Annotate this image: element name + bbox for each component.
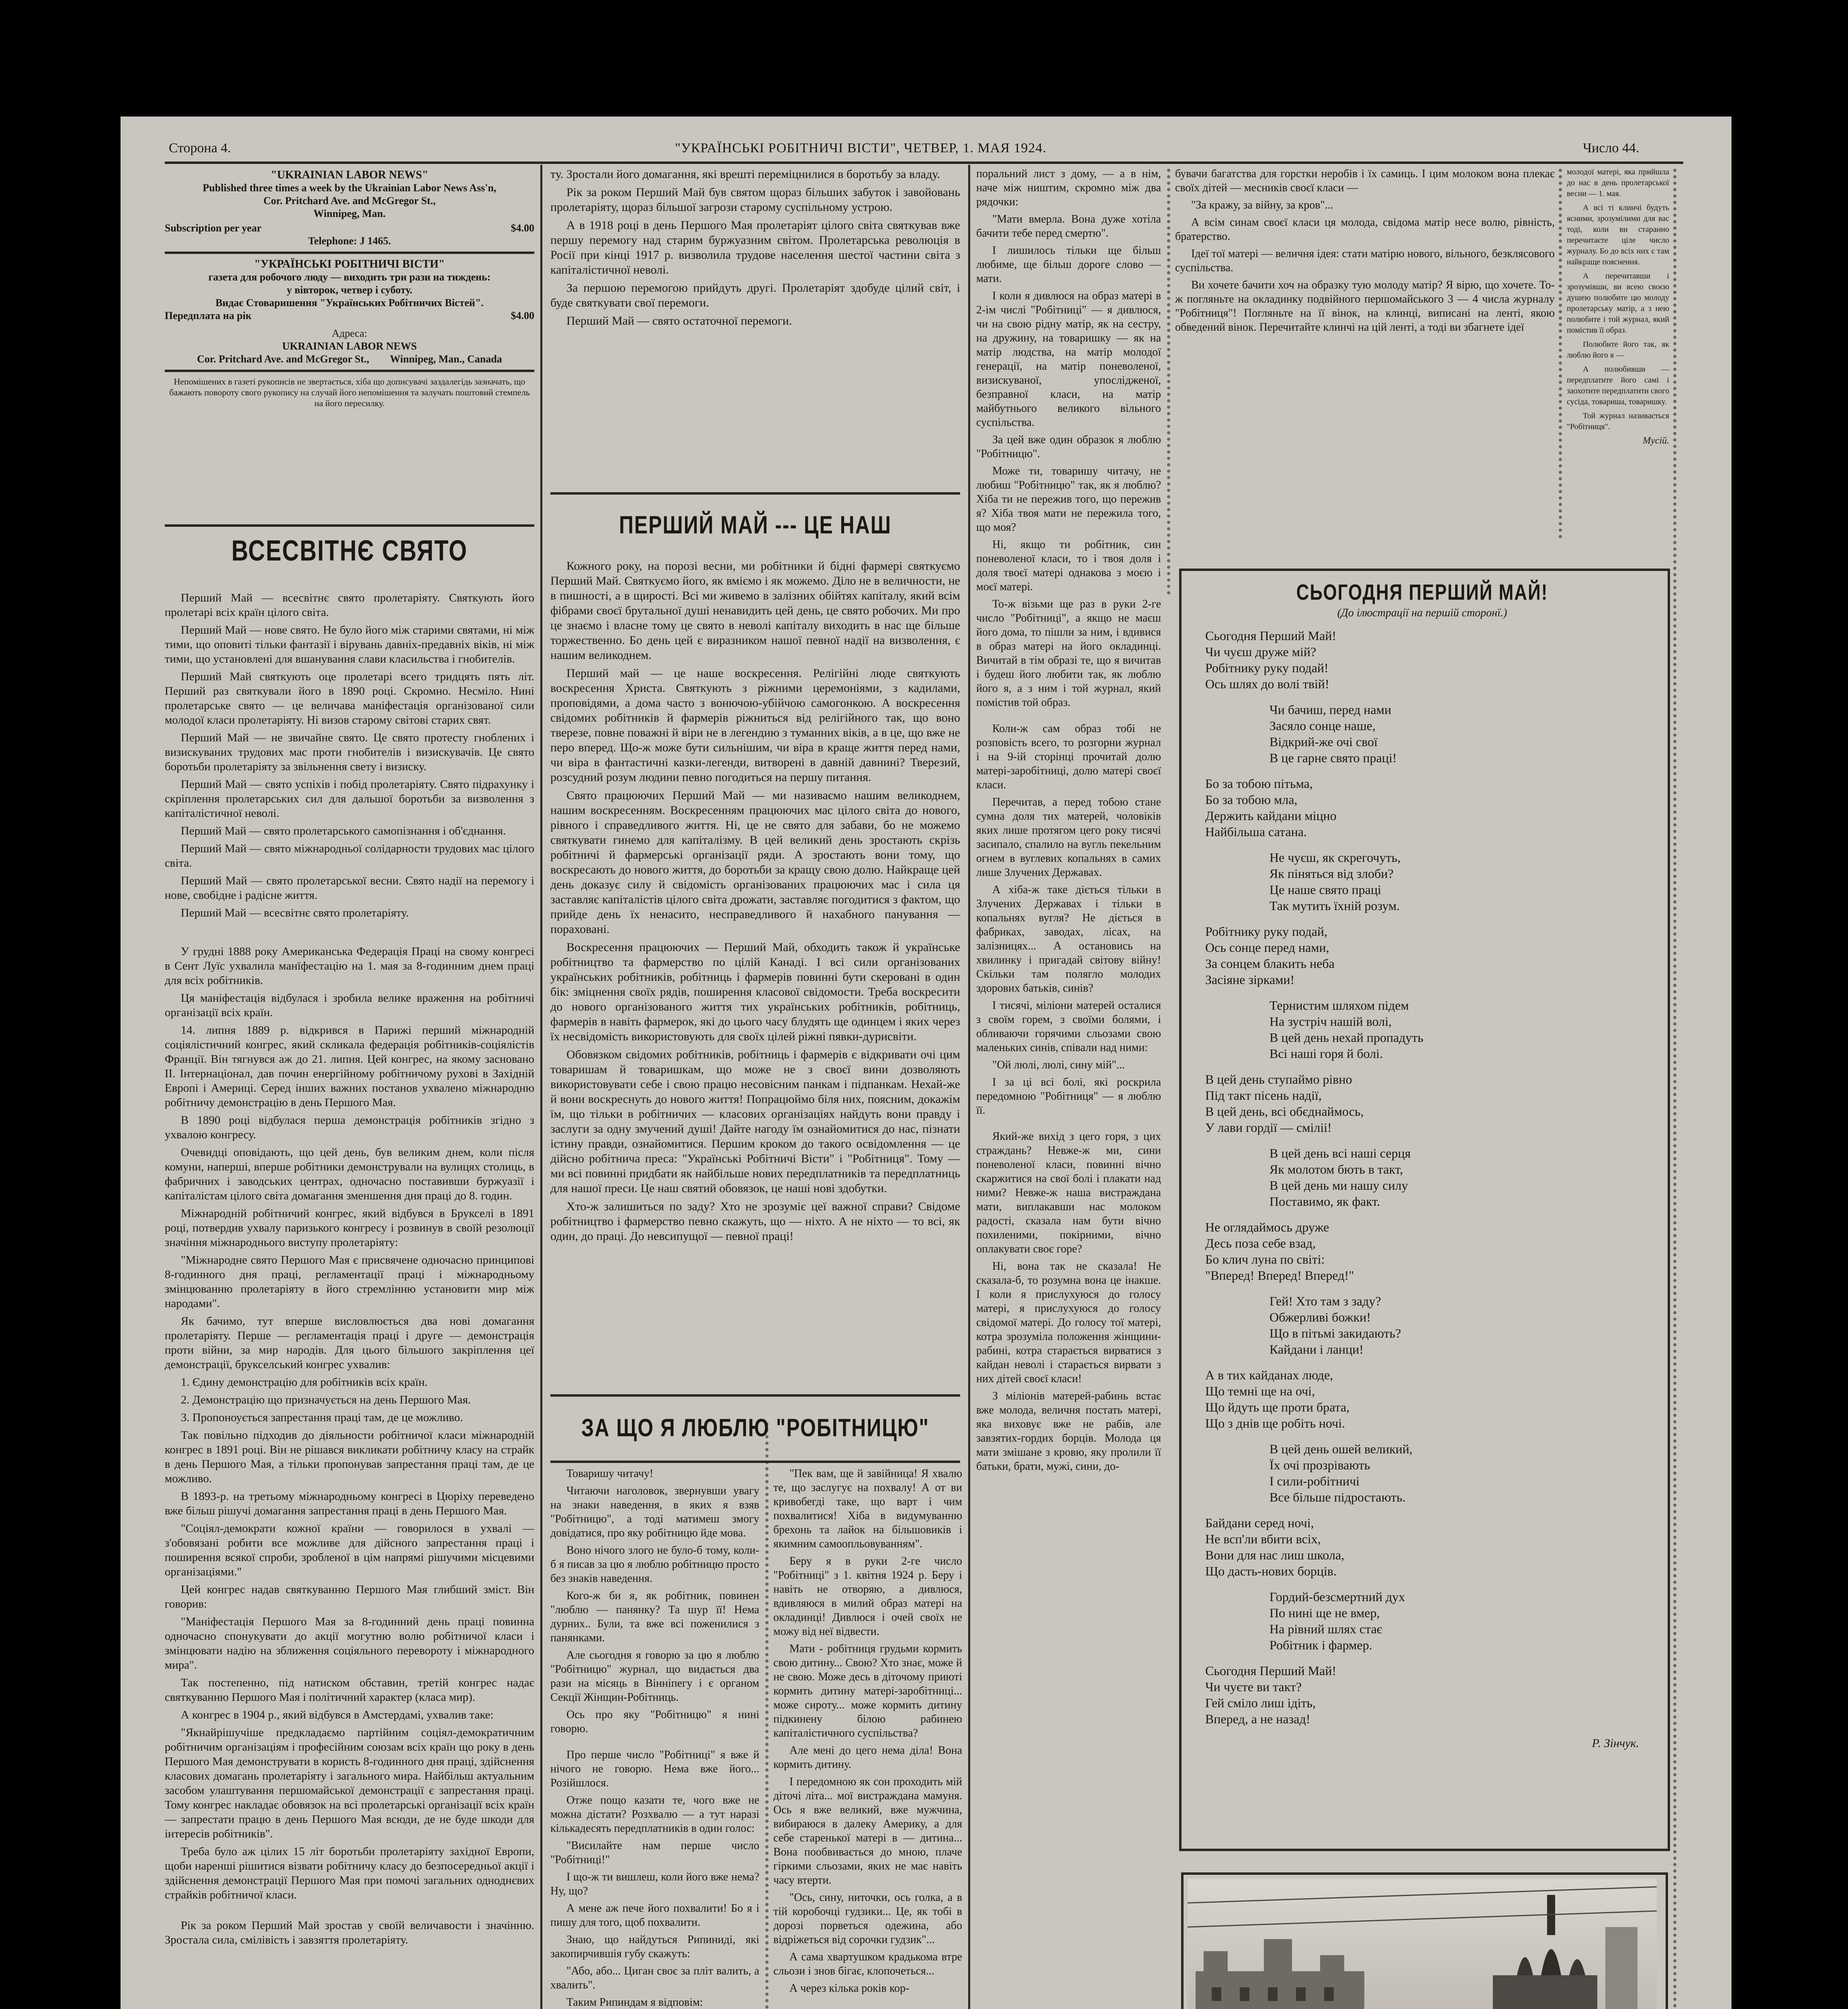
- poem-line: Вони для нас лиш школа,: [1205, 1548, 1345, 1562]
- paragraph: А всім синам своєї класи ця молода, свідома матір несе волю, рівність, братерство.: [1175, 216, 1555, 243]
- colophon-en-line: Cor. Pritchard Ave. and McGregor St.,: [263, 195, 436, 207]
- poem-line: За сонцем блакить неба: [1205, 956, 1335, 971]
- paragraph: Перший Май — свято міжнародньої солідарности трудових мас цілого світа.: [165, 842, 534, 869]
- poem-line: Чи чуєте ви такт?: [1205, 1680, 1302, 1694]
- poem-line: Байдани серед ночі,: [1205, 1516, 1314, 1530]
- paragraph: "Або, або... Циган своє за пліт валить, а хвалить".: [550, 1965, 759, 1991]
- colophon-ua-line: Видає Стоваришення "Українських Робітничих Вістей".: [215, 297, 484, 309]
- poem-stanza: [1189, 997, 1655, 1062]
- paragraph: "Ось, сину, ниточки, ось голка, а в тій коробочці гудзики... Це, як тобі в дорозі порветься одежина, або відріжеться від сорочки гудзик"...: [773, 1891, 962, 1946]
- poem-line: Обжерливі божки!: [1269, 1310, 1371, 1324]
- paragraph: Про перше число "Робітниці" я вже й нічого не говорю. Нема вже його... Розійшлося.: [550, 1749, 759, 1789]
- paragraph: Треба було аж цілих 15 літ боротьби пролетаріяту західної Европи, щоби наренші рішитися візвати робітничу класу до безпосередньої акції і здійснення демонстрації Першого Мая при помочі загальних одноднєвих страйків робітничої класи.: [165, 1845, 534, 1901]
- paragraph: За першою перемогою прийдуть другі. Пролетаріят здобуде цілий світ, і буде святкувати свої перемоги.: [550, 281, 960, 309]
- paragraph: Перечитав, а перед тобою стане сумна доля тих матерей, чоловіків яких лише протягом цего року тисячі засипало, спалило на вугль пекельним огнем в вуглевих копальнях в самих лише Злучених Державах.: [976, 796, 1161, 879]
- poem-line: Всі наші горя й болі.: [1269, 1046, 1383, 1061]
- paragraph: "Мати вмерла. Вона дуже хотіла бачити тебе перед смертю".: [976, 213, 1161, 239]
- poem-line: Найбільша сатана.: [1205, 824, 1307, 839]
- article-title: ЗА ЩО Я ЛЮБЛЮ "РОБІТНИЦЮ": [581, 1414, 930, 1442]
- poem-stanza: [1189, 1589, 1655, 1653]
- poem-line: Не всп'ли вбити всіх,: [1205, 1532, 1321, 1546]
- poem-line: В це гарне свято праці!: [1269, 751, 1397, 765]
- poem-line: Це наше свято праці: [1269, 882, 1381, 897]
- paragraph: Свято працюючих Перший Май — ми називаємо нашим великоднем, нашим воскресенням. Воскресенням працюючих мас цілого світа до нового, рівного і справедливого життя. Ні, це не свято для забави, бо не можемо святкувати гинемо для капіталізму. В цей великий день зростають скрізь робітничі й фармерські організації ряди. А зростають вони тому, що воскресають до нового життя, до боротьби за кращу свою долю. Найкраще цей день доказує силу й свідомість організованих працюючих мас і сила ця заставляє капіталістів цілого світа дрожати, заставляє погодитися з фактом, що прийде день їх ненасито, несправедливого й нахабного панування — пораховані.: [550, 789, 960, 936]
- paragraph: Ідеї тої матері — величня ідея: стати матірю нового, вільного, безклясового суспільства.: [1175, 248, 1555, 274]
- paragraph: Перший Май — всесвітнє свято пролетаріяту. Святкують його пролетарі всіх країн цілого світа.: [165, 591, 534, 619]
- poem-line: А в тих кайданах люде,: [1205, 1368, 1333, 1382]
- poem-stanza: [1189, 1071, 1655, 1135]
- paragraph: Ось про яку "Робітницю" я нині говорю.: [550, 1708, 759, 1735]
- poem-line: У лави гордії — сміліі!: [1205, 1120, 1332, 1135]
- masthead-rule: [165, 162, 1683, 164]
- paragraph: Рік за роком Перший Май був святом щораз більших забуток і завойовань пролетаріяту, щораз більшої загрози старому суспільному устрою.: [550, 186, 960, 214]
- poem-line: "Вперед! Вперед! Вперед!": [1205, 1268, 1354, 1283]
- paragraph: У грудні 1888 року Американська Федерація Праці на свому конгресі в Сент Луїс ухвалила манїфестацію на 1. мая за 8-годинним днем праці для всіх робітників.: [165, 945, 534, 987]
- poem-line: Що темні ще на очі,: [1205, 1384, 1315, 1398]
- newspaper-page: [121, 117, 1731, 2009]
- poem-stanza: [1189, 1293, 1655, 1357]
- issue-number: Число 44.: [1583, 141, 1639, 155]
- poem-line: Гордий-безсмертний дух: [1269, 1590, 1405, 1604]
- paragraph: І за ці всі болі, які роскрила передомною "Робітниця" — я люблю її.: [976, 1076, 1161, 1117]
- poem-line: Вперед, а не назад!: [1205, 1712, 1310, 1726]
- poem-line: Ось сонце перед нами,: [1205, 940, 1329, 955]
- column-divider: [968, 165, 970, 2009]
- poem-stanzas: [1189, 628, 1655, 1727]
- paragraph: Перший май — це наше воскресення. Релігійні люде святкують воскресення Христа. Святкують з ріжними церемоніями, з кадилами, проповідями, а дома часто з вонючою-убійчою самогонкою. А воскресення свідомих робітників й фармерів ріжниться від релігійного так, що воно тверезе, повне поважні й віри не в легендию з туманних віків, а в це, що вже не перо вперед. Що-ж може бути сильнішим, чи віра в краще життя перед нами, чи віра в фантастичні казки-легенди, витворені в давній давнині? Тверезий, розсудний розум людини певно погодиться на першу питання.: [550, 667, 960, 784]
- paragraph: Міжнародній робітничий конгрес, який відбувся в Брукселі в 1891 році, потвердив ухвалу паризького конгресу і розвинув в своїй резолюції значіння міжнароднього виступу пролетаріяту:: [165, 1207, 534, 1249]
- article-body: [1175, 167, 1555, 585]
- paragraph: Коли-ж сам образ тобі не розповість всего, то розгорни журнал і на 9-ій сторінці прочитай долю матері-заробітниці, долю матері своєї класи.: [976, 722, 1161, 791]
- poem-stanza: [1189, 923, 1655, 988]
- paragraph: Перший Май — свято остаточної перемоги.: [566, 314, 792, 327]
- paragraph: Мати - робітниця грудьми кормить свою дитину... Свою? Хто знає, може й не свою. Може десь в діточому приюті кормить дитину матері-заробітниці... може сироту... може кормить дитину підкинену білою рабинею капіталістичного суспільства?: [773, 1643, 962, 1739]
- paragraph: "Висилайте нам перше число "Робітниці!": [550, 1839, 759, 1866]
- poem-line: Гей! Хто там з заду?: [1269, 1294, 1381, 1308]
- poem-line: Так мутить їхній розум.: [1269, 898, 1400, 913]
- paragraph: А через кілька років кор-: [789, 1982, 910, 1995]
- paragraph: Але сьогодня я говорю за цю я люблю "Робітницю" журнал, що видається два рази на місяць в Вінніпегу і є органом Секції Жінщин-Робітниць.: [550, 1649, 759, 1704]
- poem-line: Не оглядаймось друже: [1205, 1220, 1329, 1234]
- poem-line: Тернистим шляхом підем: [1269, 998, 1409, 1013]
- page-label: Сторона 4.: [169, 141, 231, 155]
- colophon-en-line: Winnipeg, Man.: [313, 208, 386, 219]
- paragraph: А сама хвартушком крадькома втре сльози і знов бігає, клопочеться...: [773, 1951, 962, 1977]
- paragraph: Обовязком свідомих робітників, робітниць і фармерів є відкривати очі цим товаришам й товаришкам, що може не з своєї вини дозволяють використовувати себе і свою працю несовісним панкам і підпанкам. Нехай-же й вони воскреснуть до нового життя! Попрацюймо біля них, поясним, докажім їм, що тільки в робітничих — класових організаціях найдуть вони правду і заслуги за одну змучений душі! Дайте нагоду їм ознайомитися до нас, пізнати істину правди, ознайомитися. Першим кроком до такого освідомлення — це дійсно робітнича преса: "Українські Робітничі Вісти" і "Робітниця". Тому — ми всі повинні придбати як найбільше нових передплатників та передплатниць для нашої преси. Це наш святий обовязок, це наші нові здобутки.: [550, 1048, 960, 1195]
- paragraph: "Якнайрішучіше предкладаємо партійним соціял-демократичним робітничим організаціям і професійним союзам всіх країн що року в день Першого Мая демонструвати в користь 8-годинного дня праці, здійснення класових домагань пролетаріяту і загального мира. Найбільш актуальним засобом улаштування першомайської демонстрації є запрестання праці. Тому конгрес накладає обовязок на всі пролетарські організації всіх країн — запрестати працю в день Першого Мая всюди, де не буде шкоди для інтересів робітників".: [165, 1726, 534, 1840]
- subscription-row: [165, 222, 534, 235]
- poem-line: Засяло сонце наше,: [1269, 718, 1376, 733]
- paragraph: А хіба-ж таке діється тільки в Злучених Державах і тільки в копальнях вугля? Не діється в фабриках, заводах, лісах, на залізницях... А остановись на хвилинку і пригадай світову війну! Скільки там полягло молодих здорових батьків, синів?: [976, 884, 1161, 994]
- article-title-box: [550, 1408, 960, 1453]
- telephone: Telephone: J 1465.: [308, 235, 391, 247]
- poem-stanza: [1189, 1219, 1655, 1283]
- paragraph: Перший Май святкують оце пролетарі всего тридцять пять літ. Перший раз святкували його в 1890 році. Скромно. Несміло. Нині пролетарське свято — це величава маніфестація організованої сили молодої класи пролетаріяту. Ні визов старому світові старих свят.: [165, 670, 534, 726]
- ua-subscription-price: $4.00: [511, 310, 534, 321]
- column-divider: [1673, 169, 1676, 2009]
- poem-line: Чи бачиш, перед нами: [1269, 702, 1392, 717]
- poem-line: Їх очі прозрівають: [1269, 1458, 1370, 1472]
- paragraph: А конгрес в 1904 р., який відбувся в Амстердамі, ухвалив таке:: [181, 1708, 494, 1721]
- poem-line: Сьогодня Перший Май!: [1205, 1663, 1337, 1678]
- poem-stanza: [1189, 1663, 1655, 1727]
- paragraph: І що-ж ти вишлеш, коли його вже нема? Ну, що?: [550, 1871, 759, 1897]
- poem-line: Ось шлях до волі твій!: [1205, 677, 1329, 691]
- colophon-ua-line: газета для робочого люду — виходить три рази на тиждень:: [208, 271, 491, 283]
- article-body: [976, 167, 1161, 2009]
- poem-stanza: [1189, 849, 1655, 914]
- poem-line: По нині ще не вмер,: [1269, 1606, 1380, 1620]
- paragraph: Кожного року, на порозі весни, ми робітники й бідні фармері святкуємо Перший Май. Святкуємо його, як вміємо і як можемо. Діло не в величности, не в пишності, а в щирості. Всі ми живемо в залізних обійтях капіталу, який всім фібрами своєї брутальної душі ненавидить цей день, це свято робочих. Ми про це знаємо і власне тому це свято в неволі капіталу виходить в нас ще більше торжественно. Бо день цей є виразником нашої певної надії на визволення, є нашим великоднем.: [550, 559, 960, 662]
- poem-line: Не чуєш, як скрегочуть,: [1269, 850, 1401, 865]
- article-continuation: [550, 167, 960, 496]
- poem-stanza: [1189, 628, 1655, 692]
- poem-line: В цей день нехай пропадуть: [1269, 1030, 1424, 1045]
- poem-line: Робітник і фармер.: [1269, 1638, 1372, 1652]
- poem-subtitle: (До ілюстрації на першій сторонї.): [1337, 607, 1507, 619]
- poem-line: На рівний шлях стає: [1269, 1622, 1382, 1636]
- article-title: ВСЕСВІТНЄ СВЯТО: [231, 536, 468, 567]
- poem-line: В цей день всі наші серця: [1269, 1146, 1411, 1160]
- paragraph: А перечитавши і зрозумівши, ви всею своєю душею полюбите цю молоду пролетарську матір, а з нею полюбите і той журнал, який помістив її образ.: [1567, 272, 1669, 335]
- paragraph: молодої матері, яка прийшла до нас в день пролетарської весни — 1. мая.: [1567, 168, 1669, 198]
- poem-stanza: [1189, 1515, 1655, 1579]
- paragraph: А мене аж пече його похвалити! Бо я і пишу для того, щоб похвалити.: [550, 1902, 759, 1929]
- poem-line: Все більше підростають.: [1269, 1490, 1406, 1504]
- poem-line: Відкрий-же очі свої: [1269, 734, 1378, 749]
- poem-line: В цей день ми нашу силу: [1269, 1178, 1408, 1193]
- paragraph: Беру я в руки 2-ге число "Робітниці" з 1. квітня 1924 р. Беру і навіть не отворяю, а дивлюся, вдивляюся в милий образ матері на окладинці! Дивлюся і очей своїх не можу від неї відвести.: [773, 1555, 962, 1638]
- address-name: UKRAINIAN LABOR NEWS: [282, 340, 417, 352]
- poem-line: І сили-робітничі: [1269, 1474, 1360, 1488]
- poem-line: Сьогодня Перший Май!: [1205, 628, 1337, 643]
- poem-line: Держить кайдани міцно: [1205, 808, 1337, 823]
- paragraph: В 1890 році відбулася перша демонстрація робітників згідно з ухвалою конгресу.: [165, 1114, 534, 1141]
- poem-line: Чи чуєш друже мій?: [1205, 644, 1316, 659]
- address-label: Адреса:: [332, 327, 367, 339]
- paragraph: Перший Май — свято пролетарського самопізнання і об'єднання.: [181, 824, 506, 837]
- colophon-notice: Непомішених в газеті рукописів не звертається, хіба що дописувачі заздалегідь зазначать, що бажають повороту свого рукопису на случай його непомішення та залучать поштовий стемпель на його пересилку.: [169, 376, 530, 408]
- paragraph: Перший Май — свято пролетарської весни. Свято надії на перемогу і нове, свобідне і радісне життя.: [165, 874, 534, 902]
- paragraph: "Міжнародне свято Першого Мая є присвячене одночасно принципові 8-годинного дня праці, регламентації праці і міжнародньому змінцюванню пролетаріяту в його стремлінню установити мир між народами".: [165, 1254, 534, 1310]
- paragraph: Отже пощо казати те, чого вже не можна дістати? Розхвалю — а тут наразі кількадесять передплатників в один голос:: [550, 1794, 759, 1835]
- poem-line: Бо клич луна по світі:: [1205, 1252, 1325, 1266]
- paragraph: Так повільно підходив до діяльности робітничої класи міжнародній конгрес в 1891 році. Він не рішався викликати робітничу класу на страйк в день Першого Мая, а тільки пропонував запрестання праці там, де це можливо.: [165, 1429, 534, 1485]
- article-body: [165, 591, 534, 2009]
- paragraph: Хто-ж залишиться по заду? Хто не зрозуміє цеї важної справи? Свідоме робітництво і фармерство певно скажуть, що — ніхто. А не ніхто — то всі, як один, до праці. До невсипущої — певної праці!: [550, 1200, 960, 1243]
- poem-stanza: [1189, 702, 1655, 766]
- poem-line: Бо за тобою мла,: [1205, 792, 1298, 807]
- paragraph: Так постепенно, під натиском обставин, третій конгрес надає святкуванню Першого Мая і політичний характер (класа мир).: [165, 1676, 534, 1704]
- poem-line: Під такт пісень надії,: [1205, 1088, 1322, 1103]
- paragraph: За цей вже один образок я люблю "Робітницю".: [976, 434, 1161, 460]
- poem-line: Робітнику руку подай,: [1205, 924, 1327, 939]
- article-signature: Мусій.: [1643, 436, 1669, 446]
- address-line: Cor. Pritchard Ave. and McGregor St., Winnipeg, Man., Canada: [197, 353, 502, 365]
- paragraph: То-ж візьми ще раз в руки 2-ге число "Робітниці", а якщо не маєш його дома, то пішли за ним, і вдивися в образ матері на його окладинці. Вичитай в тім образі те, що я вичитав і будеш його любити так, як люблю його я, а з ним і той журнал, який помістив той образ.: [976, 598, 1161, 709]
- paragraph: "Пек вам, ще й завійница! Я хвалю те, що заслугує на похвалу! А от ви кривобегді таке, що варт і чим похвалитися! Хіба в видумуванню брехонь та лайок на більшовиків і якимним самоопльовуванням".: [773, 1467, 962, 1550]
- paragraph: 2. Демонстрацію що призначується на день Першого Мая.: [181, 1393, 471, 1406]
- colophon-bottom-rule: [165, 524, 534, 527]
- paragraph: Знаю, що найдуться Рипиниді, які закопирчившія губу скажуть:: [550, 1933, 759, 1960]
- poem-line: В цей день ступаймо рівно: [1205, 1072, 1352, 1086]
- poem-line: Поставимо, як факт.: [1269, 1194, 1380, 1209]
- article-body: [773, 1467, 962, 2009]
- photo-illustration: [1188, 1879, 1657, 2009]
- article-title: ПЕРШИЙ МАЙ --- ЦЕ НАШ: [619, 511, 892, 539]
- poem-line: В цей день ошей великий,: [1269, 1442, 1413, 1456]
- paragraph: бувачи багатства для горстки неробів і їх самиць. І цим молоком вона плекає своїх дітей — месників своєї класи —: [1175, 168, 1555, 194]
- poem-line: Як піняться від злоби?: [1269, 866, 1394, 881]
- poem-line: На зустріч нашій волі,: [1269, 1014, 1392, 1029]
- colophon-rule: [165, 252, 534, 254]
- ua-subscription-label: Передплата на рік: [165, 310, 252, 321]
- paragraph: Але мені до цего нема діла! Вона кормить дитину.: [773, 1744, 962, 1771]
- poem-signature: Р. Зінчук.: [1592, 1737, 1639, 1750]
- poem-line: Як молотом бють в такт,: [1269, 1162, 1403, 1176]
- poem: [1189, 579, 1655, 1836]
- paragraph: "Ой люлі, люлі, сину мій"...: [992, 1059, 1125, 1071]
- poem-line: Що йдуть ще проти брата,: [1205, 1400, 1350, 1414]
- article-title-box: [165, 536, 534, 581]
- paragraph: Який-же вихід з цего горя, з цих страждань? Невже-ж ми, сини поневоленої класи, повинні вічно скаржитися на свої болі і плакати над ними? Невже-ж наша вистраждана мати, виплакавши нас молоком радості, сказала нам бути вічно похиленими, покірними, вічно оплакувати своє горе?: [976, 1130, 1161, 1255]
- poem-stanza: [1189, 1367, 1655, 1431]
- paragraph: Кого-ж би я, як робітник, повинен "люблю — панянку? Та шур її! Нема дурних.. Були, та вже всі поженилися з панянками.: [550, 1590, 759, 1644]
- poem-stanza: [1189, 775, 1655, 840]
- paragraph: Ні, вона так не сказала! Не сказала-б, то розумна вона це інакше. І коли я прислухуюся до голосу матері, я прислухуюся до голосу свідомої матері. До голосу тої матері, котра зрозуміла положення жінщини-рабині, котра старається вирватися з кайдан неволі і старається вирвати з них дітей своєї класи!: [976, 1260, 1161, 1385]
- demonstration-photo: [1188, 1879, 1657, 2009]
- paragraph: Може ти, товаришу читачу, не любиш "Робітницю" так, як я люблю? Хіба ти не пережив того, що пережив я? Хіба твоя мати не пережила того, що моя?: [976, 465, 1161, 534]
- paragraph: 1. Єдину демонстрацію для робітників всіх країн.: [181, 1376, 428, 1389]
- paragraph: Ні, якщо ти робітник, син поневоленої класи, то і твоя доля і доля твоєї матері однакова з моєю і моєї матері.: [976, 538, 1161, 593]
- paragraph: Читаючи наголовок, звернувши увагу на знаки наведення, в яких я взяв "Робітницю", а тоді матимеш змогу довідатися, про яку робітницю йде мова.: [550, 1485, 759, 1539]
- paragraph: Той журнал називається "Робітниця".: [1567, 411, 1669, 431]
- paragraph: Таким Рипиндам я відповім:: [566, 1996, 703, 2009]
- column-divider: [540, 165, 542, 2009]
- column-divider: [765, 1422, 769, 2009]
- paragraph: Перший Май — не звичайне свято. Це свято протесту гноблених і визискуваних трудових мас проти гнобителів і визискувачів. Це свято боротьби пролетаріяту за звільнення свету і визиску.: [165, 731, 534, 773]
- masthead: [121, 117, 1731, 165]
- column-divider: [1167, 169, 1170, 595]
- paragraph: "Маніфестація Першого Мая за 8-годинний день праці повинна одночасно спонукувати до акції могутню волю робітничої класи і змінцювати надію на зближення соціяльного перевороту і міжнародного мира".: [165, 1615, 534, 1671]
- article-body: [550, 1467, 759, 2009]
- paragraph: Товаришу читачу!: [566, 1467, 654, 1480]
- paragraph: Рік за роком Перший Май зростав у своїй величавости і значінню. Зростала сила, смілівість і завзяття пролетаріяту.: [165, 1919, 534, 1946]
- poem-line: Засіяне зірками!: [1205, 972, 1295, 987]
- poem-line: В цей день, всі обєднаймось,: [1205, 1104, 1364, 1119]
- poem-title: СЬОГОДНЯ ПЕРШИЙ МАЙ!: [1296, 580, 1548, 605]
- poem-line: Робітнику руку подай!: [1205, 661, 1329, 675]
- paragraph: Перший Май — всесвітнє свято пролетаріяту.: [181, 906, 409, 919]
- poem-line: Десь поза себе взад,: [1205, 1236, 1316, 1250]
- paragraph: 14. липня 1889 р. відкрився в Парижі перший міжнародній соціялістичний конгрес, який скликала федерація робітників-соціялістів Франції. Він тягнувся аж до 21. липня. Цей конгрес, на якому засновано II. Інтернаціонал, дав почин енергійному робітничому рухові в Західній Европі і Америці. Серед інших важних постанов ухвалено міжнародню робітничу демонстрацію в день Першого Мая.: [165, 1024, 534, 1109]
- poem-line: Бо за тобою пітьма,: [1205, 776, 1313, 791]
- paragraph: 3. Пропоноується запрестання праці там, де це можливо.: [181, 1411, 463, 1424]
- article-title-box: [550, 510, 960, 554]
- poem-stanza: [1189, 1441, 1655, 1505]
- colophon-ua-line: у вівторок, четвер і суботу.: [286, 284, 413, 296]
- colophon-en-line: Published three times a week by the Ukrainian Labor News Ass'n,: [202, 182, 497, 194]
- paragraph: В 1893-р. на третьому міжнародньому конгресі в Цюріху переведено вже більш рішучі домагання запрестання праці в день Першого Мая.: [165, 1490, 534, 1517]
- paragraph: Очевидці оповідають, що цей день, був великим днем, коли після комуни, наперші, вперше робітники демонстрували на вулицях столиць, в фабричних і заводських центрах, одночасно поставивши буржуазії і капіталістам цілого світа домагання зменшення дня праці до 8. годин.: [165, 1146, 534, 1202]
- paragraph: А полюбивши — передплатите його самі і заохотите передплатити свого сусіда, товариша, товаришку.: [1567, 365, 1669, 406]
- paragraph: Воскресення працюючих — Перший Май, обходить також й українське робітництво та фармерство по цілій Канаді. І всі сили організованих українських робітників, робітниць і фармерів повинні бути скеровані в один бік: зміцнення своїх рядів, поширення класової свідомости. Треба воскресити до нового організованого життя тих українських робітників, робітниць, фармерів в навіть фармерок, які до цього часу блудять ще одинцем і яких через їх несвідомість використовують для своїх цілей ріжні пявки-дурисвіти.: [550, 941, 960, 1043]
- paragraph: З міліонів матерей-рабинь встає вже молода, величня постать матері, яка виховує вже не рабів, але завзятих-гордих борців. Молода ця мати змішане з кровю, яку пролили її батьки, брати, мужі, сини, до-: [976, 1390, 1161, 1473]
- paragraph: "Соціял-демократи кожної країни — говорилося в ухвалі — з'обовязані робити все можливе для дійсного запрестання праці і поширення всякої спроби, зробленої в цім напрямі рішучими місцевими організаціями.": [165, 1522, 534, 1578]
- paragraph: "За кражу, за війну, за кров"...: [1191, 199, 1333, 211]
- colophon: [165, 169, 534, 409]
- paper-title: "УКРАЇНСЬКІ РОБІТНИЧІ ВІСТИ", ЧЕТВЕР, 1. МАЯ 1924.: [675, 141, 1047, 155]
- article-body: [1567, 167, 1669, 585]
- paragraph: Перший Май — свято успіхів і побід пролетаріяту. Свято підрахунку і скріплення пролетарських сил для дальшої боротьби за визволення з капіталістичної неволі.: [165, 778, 534, 820]
- poem-line: Гей сміло лиш ідіть,: [1205, 1696, 1316, 1710]
- subscription-label: Subscription per year: [165, 222, 262, 234]
- section-rule: [550, 1394, 960, 1397]
- paragraph: І передомною як сон проходить мій діточі літа... мої вистраждана мамуня. Ось я вже великий, вже мужчина, вибираюся в далеку Америку, а для себе старенької матері в — дитина... Вона пообвивається до мною, плаче гіркими сльозами, яких не має навіть часу втерти.: [773, 1776, 962, 1886]
- poem-line: Кайдани і ланци!: [1269, 1342, 1364, 1356]
- poem-line: Що дасть-нових борців.: [1205, 1564, 1337, 1578]
- paragraph: ту. Зростали його домагання, які врешті переміцнилися в боротьбу за владу.: [550, 168, 940, 181]
- poem-line: Що в пітьмі закидають?: [1269, 1326, 1401, 1340]
- paragraph: І коли я дивлюся на образ матері в 2-ім числі "Робітниці" — я дивлюся, чи на свою рідну матір, як на сестру, на дружину, на товаришку — як на матір людства, на матір молодої генерації, на матір поневоленої, визискуваної, упослідженої, безправної класи, на матір майбутнього великого вільного суспільства.: [976, 290, 1161, 429]
- subscription-price: $4.00: [511, 222, 534, 234]
- article-body: [550, 559, 960, 1394]
- paragraph: Цей конгрес надав святкуванню Першого Мая глибший зміст. Він говорив:: [165, 1583, 534, 1610]
- poem-stanza: [1189, 1145, 1655, 1209]
- colophon-ua-title: "УКРАЇНСЬКІ РОБІТНИЧІ ВІСТИ": [254, 258, 445, 270]
- colophon-en-title: "UKRAINIAN LABOR NEWS": [270, 169, 429, 181]
- paragraph: Перший Май — нове свято. Не було його між старими святами, ні між тими, що оповиті тільки фантазії і вірувань давніх-предавніх віків, ні між тими, що установлені для вшанування слави класильства і гнобителів.: [165, 624, 534, 665]
- paragraph: Ви хочете бачити хоч на образку тую молоду матір? Я вірю, що хочете. То-ж погляньте на окладинку подвійного першомайського 3 — 4 числа журналу "Робітниця"! Погляньте на її вінок, на клинці, виписані на ленті, якою обведений вінок. Перечитайте клинчі на цій ленті, а тоді ви збагнете ідеї: [1175, 279, 1555, 333]
- colophon-rule: [165, 370, 534, 372]
- column-divider: [1559, 169, 1562, 538]
- paragraph: поральний лист з дому, — а в нім, наче між ништим, скромно між два рядочки:: [976, 168, 1161, 208]
- paragraph: А в 1918 році в день Першого Мая пролетаріят цілого світа святкував вже першу перемогу над старим буржуазним світом. Пролетарська революція в Росії при кінці 1917 р. визволила трудове населення шестої частини світа з капіталістичної неволі.: [550, 219, 960, 276]
- ua-subscription-row: [165, 309, 534, 322]
- paragraph: І лишилось тільки ще більш любиме, ще більш дороге слово — мати.: [976, 244, 1161, 285]
- paragraph: А всі ті клинчі будуть ясними, зрозумілими для вас тоді, коли ви старанно перечитаєте ціле число журналу. Бо до всіх них є там найкраще пояснення.: [1567, 203, 1669, 266]
- paragraph: Як бачимо, тут вперше висловлюється два нові домагання пролетаріяту. Перше — регламентація праці і друге — демонстрація проти війни, за мир народів. Для цього більшого закріплення цеї демонстрації, брукселський конгрес ухвалив:: [165, 1315, 534, 1371]
- paragraph: І тисячі, міліони матерей осталися з своїм горем, з своїми болями, і обливаючи горячими сльозами свою маленьких синів, співали над ними:: [976, 999, 1161, 1054]
- paragraph: Полюбите його так, як люблю його я —: [1567, 340, 1669, 360]
- paragraph: Воно нічого злого не було-б тому, коли-б я писав за цю я люблю робітницю просто без знаків наведення.: [550, 1544, 759, 1585]
- paragraph: Ця маніфестація відбулася і зробила велике враження на робітничі організації всіх країн.: [165, 992, 534, 1019]
- poem-line: Що з днів ще робіть ночі.: [1205, 1416, 1345, 1430]
- section-rule: [550, 492, 960, 495]
- section-rule: [550, 1461, 960, 1463]
